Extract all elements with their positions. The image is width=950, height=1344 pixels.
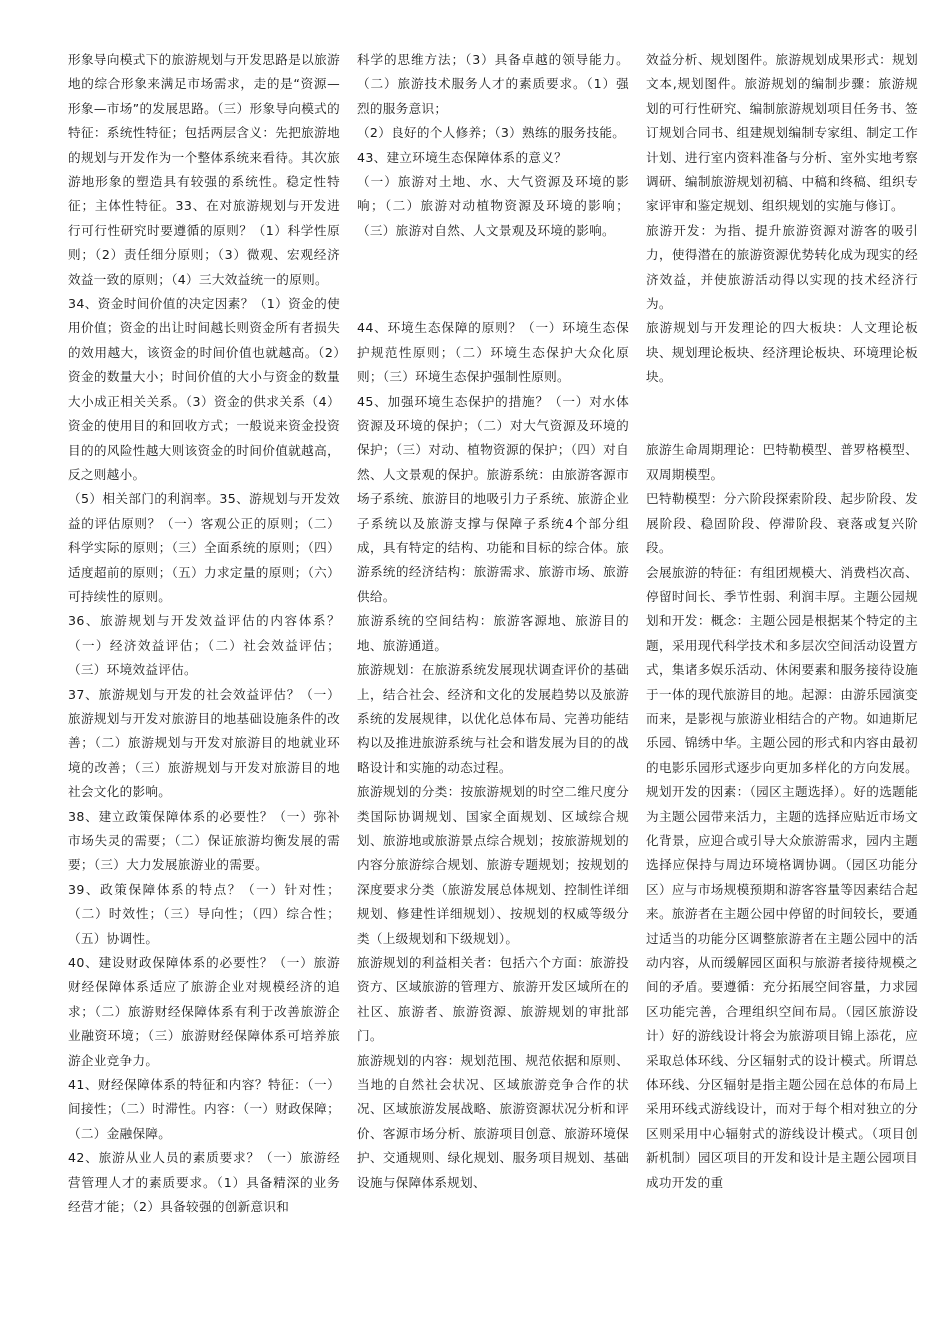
blank-line: [357, 292, 629, 316]
paragraph: 效益分析、规划图件。旅游规划成果形式：规划文本,规划图件。旅游规划的编制步骤：旅游规划的可行性研究、编制旅游规划项目任务书、签订规划合同书、组建规划编制专家组、制定工作计划、进行室内资料准备与分析、室外实地考察调研、编制旅游规划初稿、中稿和终稿、组织专家评审和鉴定规划、组织规划的实施与修订。: [646, 52, 918, 214]
text-column-right: [646, 48, 918, 1324]
paragraph: 36、旅游规划与开发效益评估的内容体系？（一）经济效益评估；（二）社会效益评估；（三）环境效益评估。: [68, 613, 340, 678]
paragraph: （一）旅游对土地、水、大气资源及环境的影响；（二）旅游对动植物资源及环境的影响；（三）旅游对自然、人文景观及环境的影响。: [357, 174, 629, 238]
text-column-middle: [357, 48, 629, 1324]
paragraph: 37、旅游规划与开发的社会效益评估？（一）旅游规划与开发对旅游目的地基础设施条件的改善；（二）旅游规划与开发对旅游目的地就业环境的改善；（三）旅游规划与开发对旅游目的地社会文化的影响。: [68, 686, 340, 800]
paragraph: 科学的思维方法；（3）具备卓越的领导能力。（二）旅游技术服务人才的素质要求。（1）强烈的服务意识；: [357, 52, 629, 116]
blank-line: [646, 414, 918, 438]
paragraph: 旅游规划的利益相关者：包括六个方面：旅游投资方、区域旅游的管理方、旅游开发区域所在的社区、旅游者、旅游资源、旅游规划的审批部门。: [357, 954, 629, 1044]
paragraph: 41、财经保障体系的特征和内容？特征：（一）间接性；（二）时滞性。内容：（一）财政保障；（二）金融保障。: [68, 1077, 340, 1141]
paragraph: 39、政策保障体系的特点？（一）针对性；（二）时效性；（三）导向性；（四）综合性；（五）协调性。: [68, 881, 340, 946]
paragraph: 会展旅游的特征：有组团规模大、消费档次高、停留时间长、季节性弱、利润丰厚。主题公园规划和开发：概念：主题公园是根据某个特定的主题，采用现代科学技术和多层次空间活动设置方式，集诸多娱乐活动、休闲要素和服务接待设施于一体的现代旅游目的地。起源：由游乐园演变而来，是影视与旅游业相结合的产物。如迪斯尼乐园、锦绣中华。主题公园的形式和内容由最初的电影乐园形式逐步向更加多样化的方向发展。规划开发的因素：（园区主题选择）。好的选题能为主题公园带来活力，主题的选择应贴近市场文化背景，应迎合或引导大众旅游需求，园内主题选择应保持与周边环境格调协调。（园区功能分区）应与市场规模预期和游客容量等因素结合起来。旅游者在主题公园中停留的时间较长，要通过适当的功能分区调整旅游者在主题公园中的活动内容，从而缓解园区面积与旅游者接待规模之间的矛盾。要遵循：充分拓展空间容量，力求园区功能完善，合理组织空间布局。（园区旅游设计）好的游线设计将会为旅游项目锦上添花，应采取总体环线、分区辐射式的设计模式。所谓总体环线、分区辐射是指主题公园在总体的布局上采用环线式游线设计，而对于每个相对独立的分区则采用中心辐射式的游线设计模式。（项目创新机制）园区项目的开发和设计是主题公园项目成功开发的重: [646, 564, 918, 1190]
paragraph: 旅游规划的分类：按旅游规划的时空二维尺度分类国际协调规划、国家全面规划、区域综合规划、旅游地或旅游景点综合规划；按旅游规划的内容分旅游综合规划、旅游专题规划；按规划的深度要求分类（旅游发展总体规划、控制性详细规划、修建性详细规划）、按规划的权威等级分类（上级规划和下级规划）。: [357, 784, 629, 946]
paragraph: 34、资金时间价值的决定因素？（1）资金的使用价值；资金的出让时间越长则资金所有者损失的效用越大，该资金的时间价值也就越高。（2）资金的数量大小；时间价值的大小与资金的数量大小成正相关关系。（3）资金的供求关系（4）资金的使用目的和回收方式；一般说来资金投资目的的风险性越大则该资金的时间价值就越高，反之则越小。: [68, 296, 340, 482]
paragraph: 44、环境生态保障的原则？（一）环境生态保护规范性原则；（二）环境生态保护大众化原则；（三）环境生态保护强制性原则。: [357, 320, 629, 385]
paragraph: 旅游规划：在旅游系统发展现状调查评价的基础上，结合社会、经济和文化的发展趋势以及旅游系统的发展规律，以优化总体布局、完善功能结构以及推进旅游系统与社会和谐发展为目的的战略设计和实施的动态过程。: [357, 662, 629, 775]
paragraph: 43、建立环境生态保障体系的意义？: [357, 149, 568, 165]
blank-line: [357, 243, 629, 267]
paragraph: （5）相关部门的利润率。35、游规划与开发效益的评估原则？（一）客观公正的原则；（二）科学实际的原则；（三）全面系统的原则；（四）适度超前的原则；（五）力求定量的原则；（六）可持续性的原则。: [68, 491, 340, 604]
paragraph: 形象导向模式下的旅游规划与开发思路是以旅游地的综合形象来满足市场需求，走的是“资源—形象—市场”的发展思路。（三）形象导向模式的特征：系统性特征；包括两层含义：先把旅游地的规划与开发作为一个整体系统来看待。其次旅游地形象的塑造具有较强的系统性。稳定性特征；主体性特征。33、在对旅游规划与开发进行可行性研究时要遵循的原则？（1）科学性原则；（2）责任细分原则；（3）微观、宏观经济效益一致的原则；（4）三大效益统一的原则。: [68, 52, 340, 287]
paragraph: 38、建立政策保障体系的必要性？（一）弥补市场失灵的需要；（二）保证旅游均衡发展的需要；（三）大力发展旅游业的需要。: [68, 808, 340, 873]
paragraph: 旅游规划与开发理论的四大板块：人文理论板块、规划理论板块、经济理论板块、环境理论板块。: [646, 320, 918, 385]
paragraph: （2）良好的个人修养；（3）熟练的服务技能。: [357, 125, 626, 141]
paragraph: 42、旅游从业人员的素质要求？（一）旅游经营管理人才的素质要求。（1）具备精深的业务经营才能；（2）具备较强的创新意识和: [68, 1150, 340, 1215]
paragraph: 旅游开发：为指、提升旅游资源对游客的吸引力，使得潜在的旅游资源优势转化成为现实的经济效益，并使旅游活动得以实现的技术经济行为。: [646, 222, 918, 312]
paragraph: 45、加强环境生态保护的措施？（一）对水体资源及环境的保护；（二）对大气资源及环境的保护；（三）对动、植物资源的保护；（四）对自然、人文景观的保护。旅游系统：由旅游客源市场子系统、旅游目的地吸引力子系统、旅游企业子系统以及旅游支撑与保障子系统4个部分组成，具有特定的结构、功能和目标的综合体。旅游系统的经济结构：旅游需求、旅游市场、旅游供给。: [357, 393, 629, 604]
paragraph: 巴特勒模型：分六阶段探索阶段、起步阶段、发展阶段、稳固阶段、停滞阶段、衰落或复兴阶段。: [646, 491, 918, 556]
text-column-left: [68, 48, 340, 1324]
paragraph: 40、建设财政保障体系的必要性？（一）旅游财经保障体系适应了旅游企业对规模经济的追求；（二）旅游财经保障体系有利于改善旅游企业融资环境；（三）旅游财经保障体系可培养旅游企业竞争力。: [68, 955, 340, 1068]
paragraph: 旅游系统的空间结构：旅游客源地、旅游目的地、旅游通道。: [357, 613, 629, 653]
paragraph: 旅游规划的内容：规划范围、规范依据和原则、当地的自然社会状况、区域旅游竞争合作的状况、区域旅游发展战略、旅游资源状况分析和评价、客源市场分析、旅游项目创意、旅游环境保护、交通规则、绿化规划、服务项目规划、基础设施与保障体系规划、: [357, 1052, 629, 1190]
paragraph: 旅游生命周期理论：巴特勒模型、普罗格模型、双周期模型。: [646, 442, 918, 482]
blank-line: [357, 268, 629, 292]
blank-line: [646, 390, 918, 414]
